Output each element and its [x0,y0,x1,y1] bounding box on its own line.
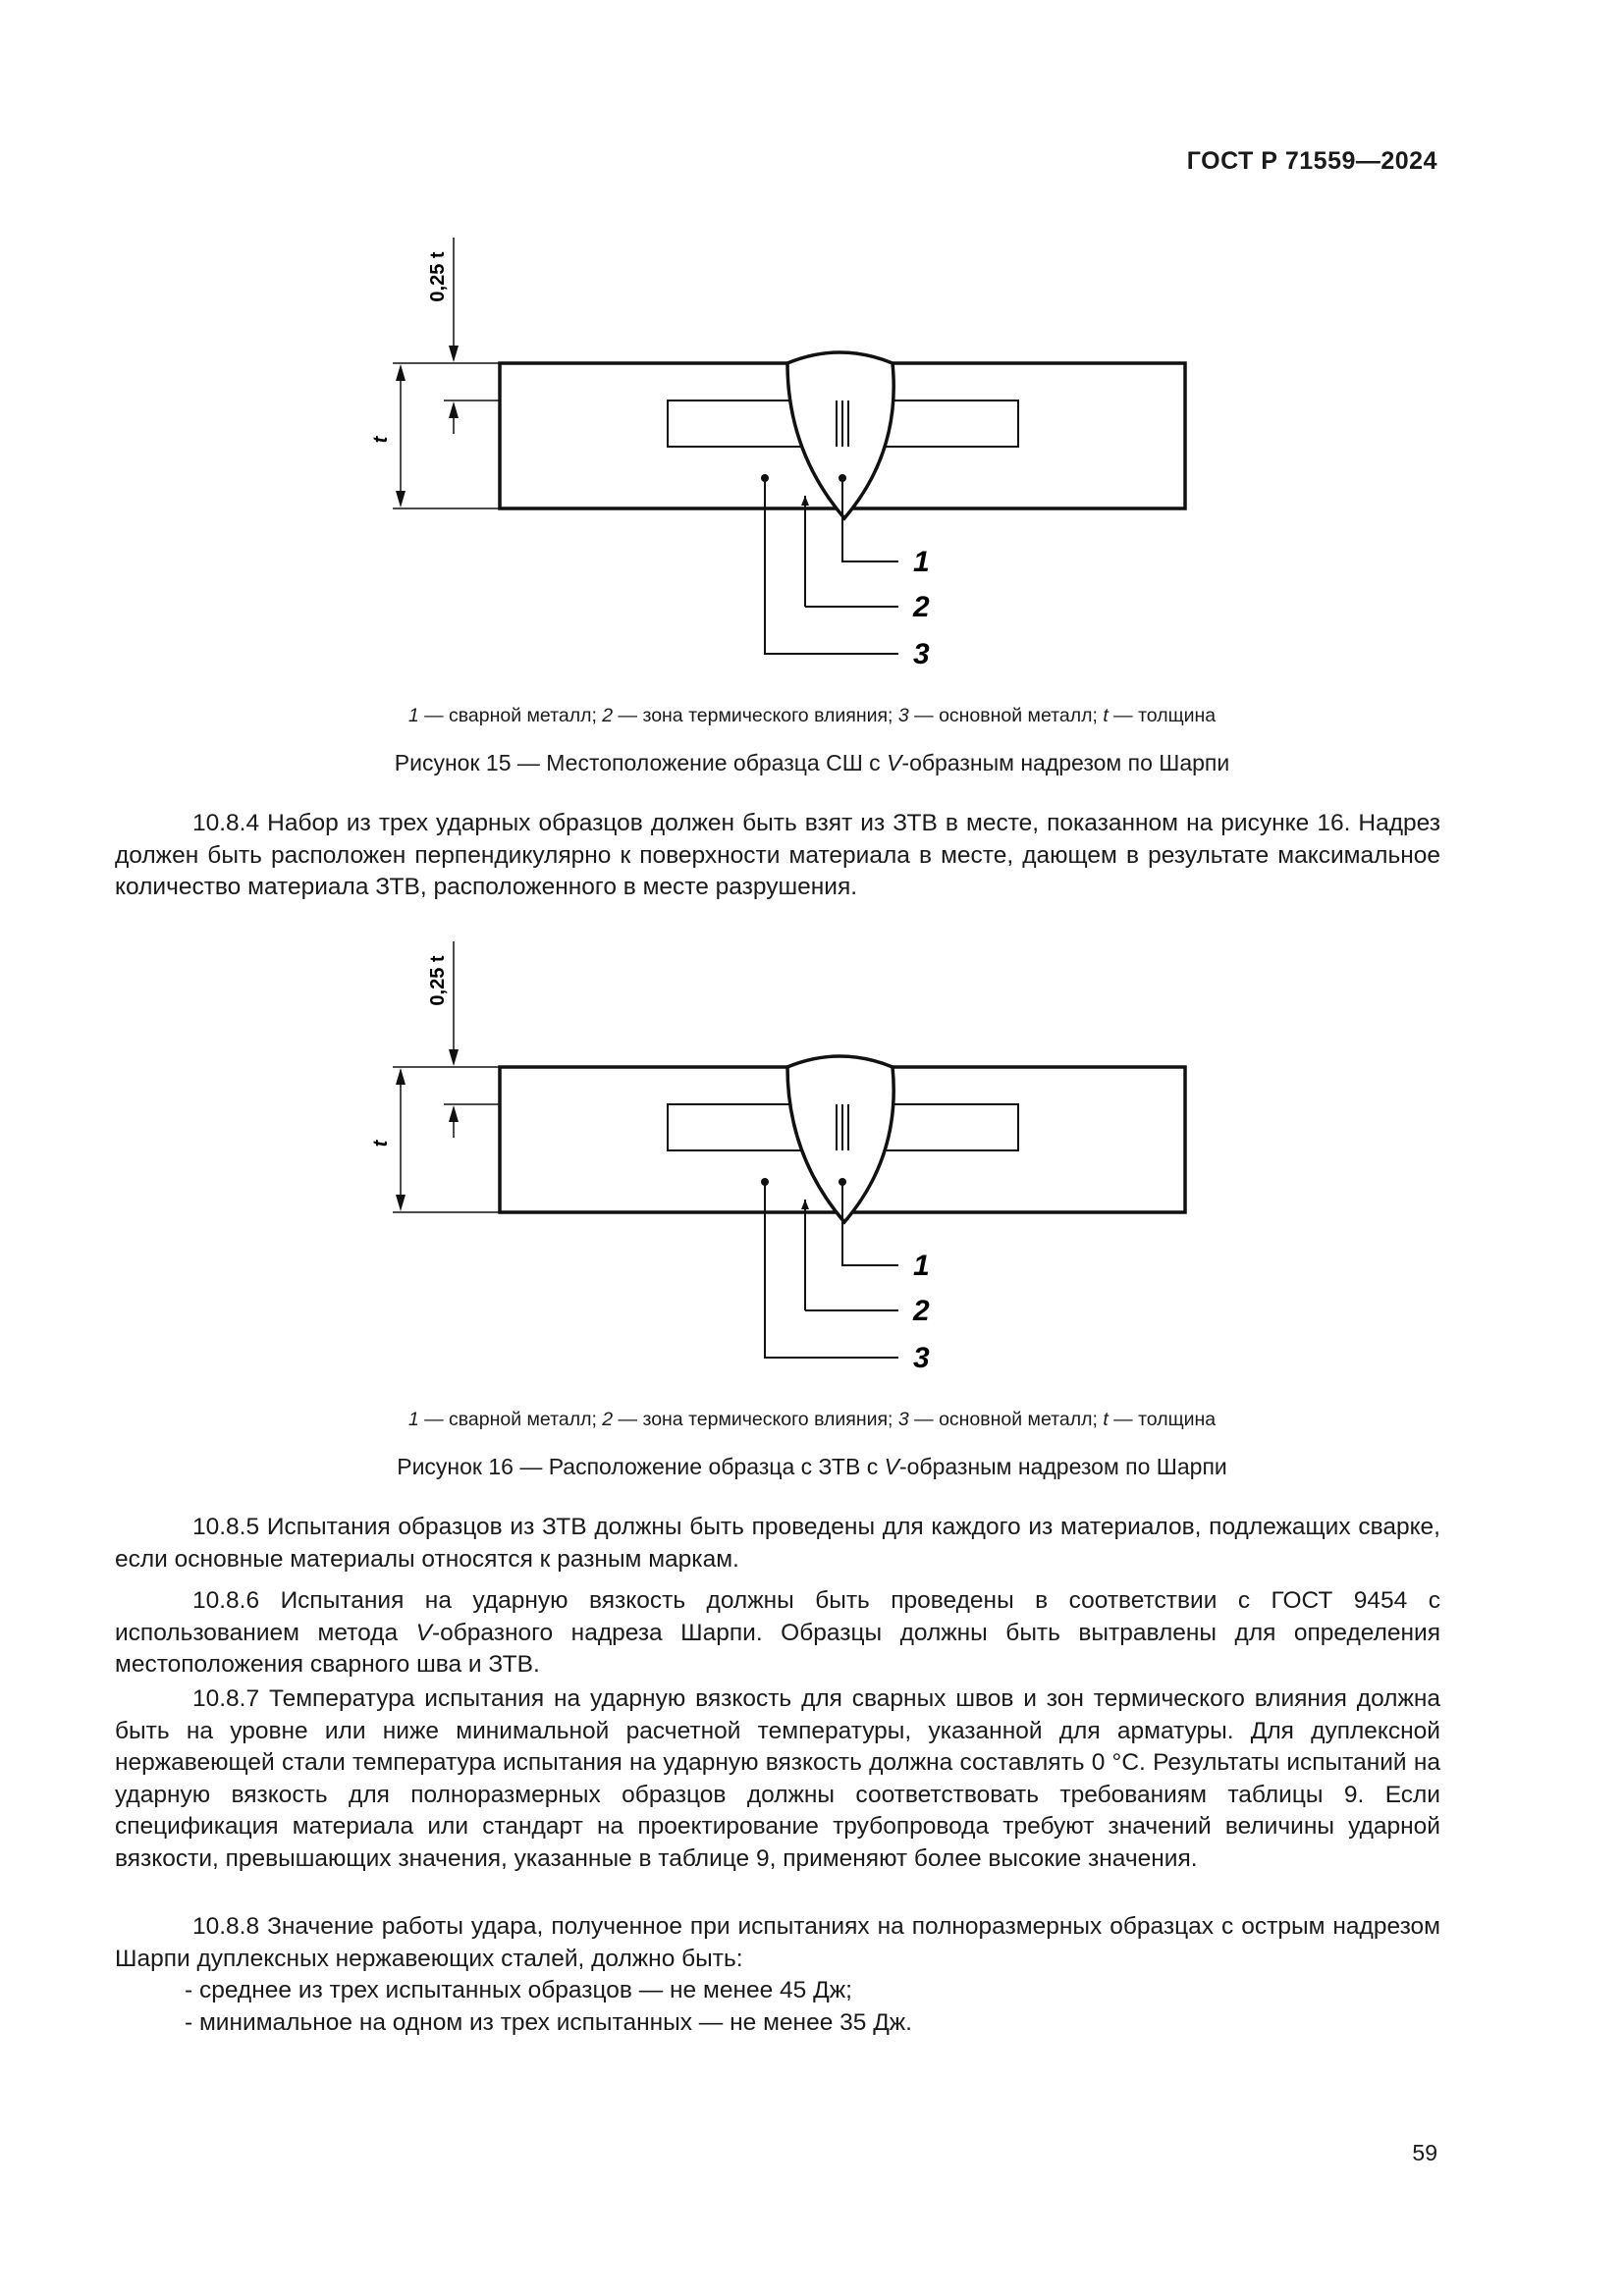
list-item: - среднее из трех испытанных образцов — не менее 45 Дж; [185,1977,852,2003]
callout-1: 1 [913,546,930,578]
dim-arrow-down [396,491,406,507]
figure-16-caption [0,1454,1624,1480]
para-italic: V [415,1619,432,1646]
dim-label-t: t [370,1140,392,1148]
list-item: - минимальное на одном из трех испытанных — не менее 35 Дж. [185,2009,912,2036]
dim-arrow-up [396,364,406,381]
legend-text: — сварной металл; [418,1409,603,1430]
dim-arrow-down [396,1195,406,1211]
figure-15-caption [0,750,1624,776]
para-text: 10.8.6 Испытания на ударную вязкость должны быть проведены в соответствии с ГОСТ 9454 с использованием метода [115,1587,1440,1646]
figure-15 [0,226,1624,687]
legend-text: — сварной металл; [418,705,603,726]
figure-16-legend [0,1409,1624,1431]
paragraph-10-8-5: 10.8.5 Испытания образцов из ЗТВ должны быть проведены для каждого из материалов, подлежащих сварке, если основные материалы относятся к разным маркам. [115,1514,1440,1573]
dim-arrow-025t-up [449,401,459,418]
legend-num: t [1103,1409,1109,1430]
legend-num: 1 [407,705,419,726]
caption-italic: V [887,750,902,775]
paragraph-10-8-7: 10.8.7 Температура испытания на ударную вязкость для сварных швов и зон термического влияния должна быть на уровне или ниже минимальной расчетной температуры, указанной для арматуры. Для дуплексной нержавеющей стали температура испытания на ударную вязкость должна составлять 0 °С. Результаты испытаний на ударную вязкость для полноразмерных образцов должны соответствовать требованиям таблицы 9. Если спецификация материала или стандарт на проектирование трубопровода требуют значений величины ударной вязкости, превышающих значения, указанные в таблице 9, применяют более высокие значения. [115,1685,1440,1872]
para-text: -образного надреза Шарпи. Образцы должны быть вытравлены для определения местоположения сварного шва и ЗТВ. [115,1619,1441,1678]
paragraph-10-8-4: 10.8.4 Набор из трех ударных образцов должен быть взят из ЗТВ в месте, показанном на рисунке 16. Надрез должен быть расположен перпендикулярно к поверхности материала в месте, дающем в результате максимальное количество материала ЗТВ, расположенного в месте разрушения. [115,810,1440,900]
callout-3: 3 [913,1342,930,1374]
figure-16-drawing [0,930,1624,1391]
dim-arrow-025t-down [449,1049,459,1066]
dim-arrow-025t-down [449,346,459,362]
figure-16 [0,930,1624,1391]
figure-15-drawing [0,226,1624,687]
legend-num: 3 [897,705,909,726]
legend-num: 2 [602,1409,614,1430]
dim-arrow-025t-up [449,1105,459,1122]
legend-text: — зона термического влияния; [613,705,898,726]
document-header: ГОСТ Р 71559—2024 [1186,147,1437,175]
paragraph-10-8-8: 10.8.8 Значение работы удара, полученное при испытаниях на полноразмерных образцах с острым надрезом Шарпи дуплексных нержавеющих сталей, должно быть: [115,1913,1440,1972]
legend-text: — зона термического влияния; [613,1409,898,1430]
page-number: 59 [1412,2140,1437,2165]
weld-bead [787,352,893,518]
callout-2: 2 [913,1295,930,1327]
legend-num: t [1103,705,1109,726]
weld-bead [787,1056,893,1222]
dim-arrow-up [396,1068,406,1085]
caption-text: Рисунок 15 — Местоположение образца СШ с [394,750,888,775]
legend-text: — толщина [1108,1409,1217,1430]
paragraph-10-8-6 [115,1585,1440,1682]
legend-num: 3 [897,1409,909,1430]
caption-text: Рисунок 16 — Расположение образца с ЗТВ с [397,1454,885,1479]
caption-text: -образным надрезом по Шарпи [901,750,1230,775]
callout-3: 3 [913,638,930,670]
callout-2: 2 [913,591,930,623]
legend-num: 2 [602,705,614,726]
figure-15-legend [0,705,1624,727]
callout-1: 1 [913,1250,930,1282]
dim-label-025t: 0,25 t [427,251,449,302]
dim-label-025t: 0,25 t [427,955,449,1006]
caption-italic: V [884,1454,899,1479]
caption-text: -образным надрезом по Шарпи [898,1454,1227,1479]
legend-text: — основной металл; [908,1409,1104,1430]
dim-label-t: t [370,436,392,444]
legend-text: — основной металл; [908,705,1104,726]
legend-text: — толщина [1108,705,1217,726]
legend-num: 1 [407,1409,419,1430]
